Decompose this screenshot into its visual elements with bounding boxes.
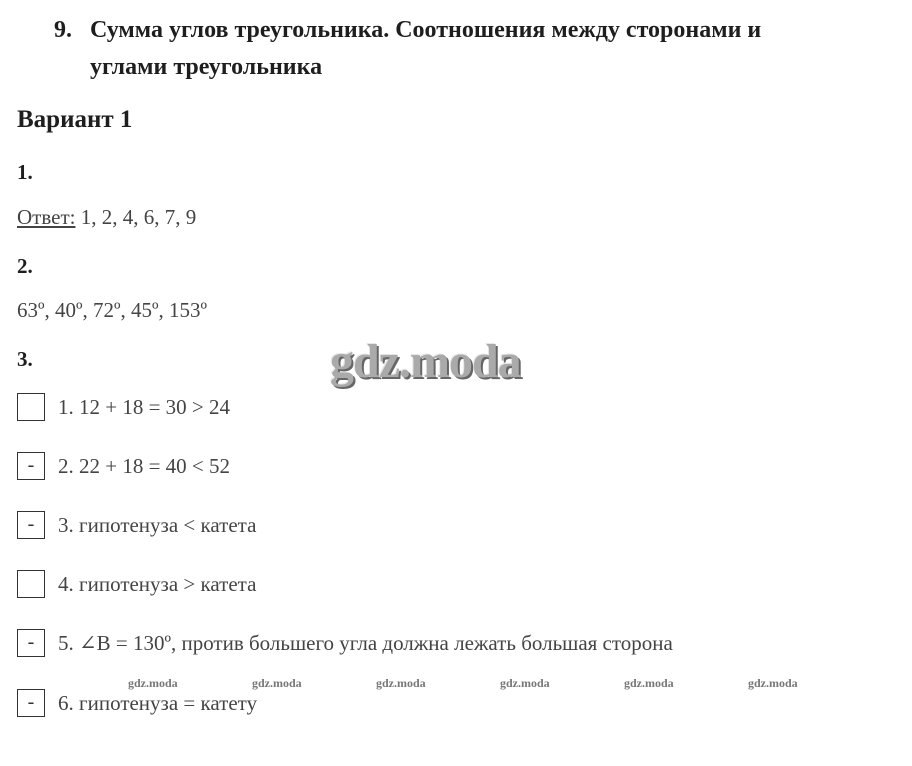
checkbox-item-6: - bbox=[17, 689, 45, 717]
watermark-logo: gdz.moda bbox=[330, 335, 521, 388]
checkbox-item-5: - bbox=[17, 629, 45, 657]
checkbox-item-3: - bbox=[17, 511, 45, 539]
variant-heading: Вариант 1 bbox=[17, 106, 133, 133]
question-1-answer bbox=[17, 205, 196, 230]
checkbox-item-1 bbox=[17, 393, 45, 421]
item-2-text: 2. 22 + 18 = 40 < 52 bbox=[58, 454, 231, 478]
answer-values: 1, 2, 4, 6, 7, 9 bbox=[75, 205, 197, 229]
checkbox-item-4 bbox=[17, 570, 45, 598]
item-4-text: 4. гипотенуза > катета bbox=[58, 572, 257, 596]
question-3-number: 3. bbox=[17, 347, 33, 371]
item-5-text: 5. ∠B = 130º, против большего угла должна лежать большая сторона bbox=[58, 631, 673, 655]
answer-label: Ответ: bbox=[17, 205, 76, 229]
watermark-small: gdz.moda bbox=[128, 676, 178, 690]
checkbox-item-2: - bbox=[17, 452, 45, 480]
watermark-small: gdz.moda bbox=[748, 676, 798, 690]
question-2-values: 63º, 40º, 72º, 45º, 153º bbox=[17, 298, 208, 322]
watermark-small: gdz.moda bbox=[376, 676, 426, 690]
watermark-small: gdz.moda bbox=[500, 676, 550, 690]
item-6-text: 6. гипотенуза = катету bbox=[58, 691, 258, 715]
question-2-number: 2. bbox=[17, 254, 33, 278]
watermark-small: gdz.moda bbox=[624, 676, 674, 690]
item-1-text: 1. 12 + 18 = 30 > 24 bbox=[58, 395, 231, 419]
section-title-line-2: углами треугольника bbox=[90, 54, 323, 80]
section-title-line-1: Сумма углов треугольника. Соотношения между сторонами и bbox=[90, 17, 762, 43]
question-1-number: 1. bbox=[17, 160, 33, 184]
item-3-text: 3. гипотенуза < катета bbox=[58, 513, 257, 537]
watermark-small: gdz.moda bbox=[252, 676, 302, 690]
section-number: 9. bbox=[54, 17, 72, 43]
